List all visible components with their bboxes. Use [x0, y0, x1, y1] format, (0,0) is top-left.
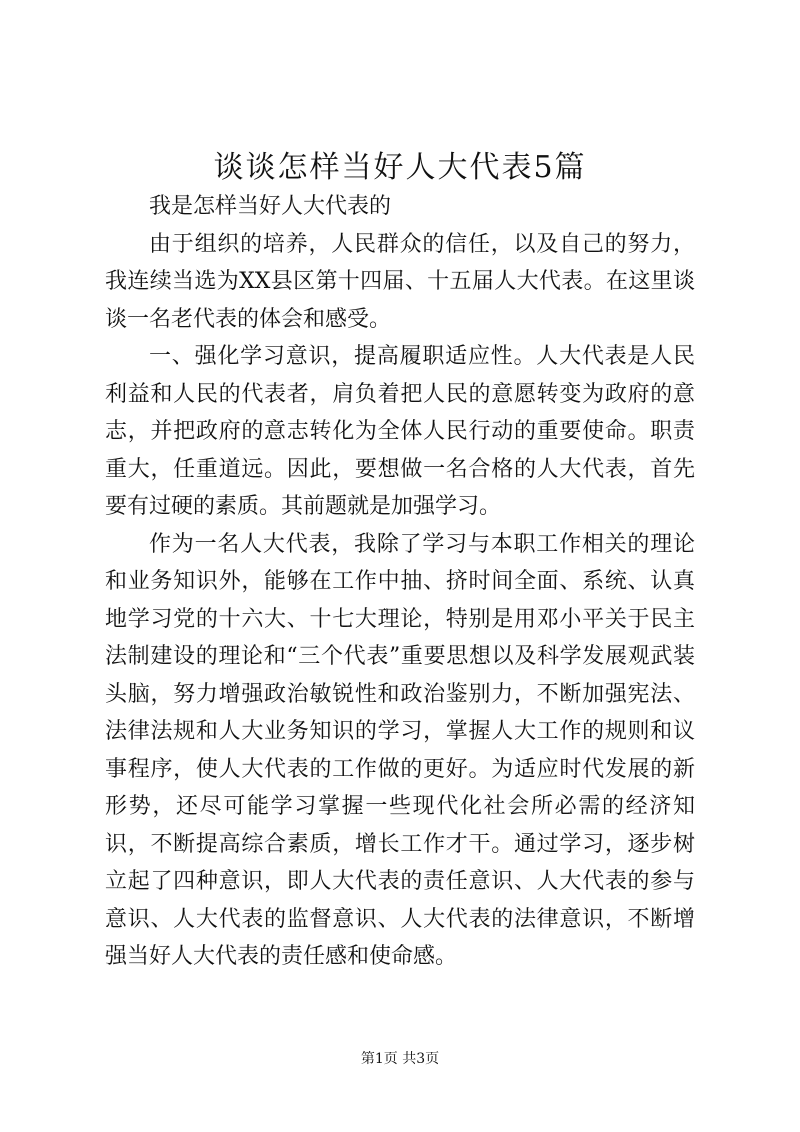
paragraph-section-one: 一、强化学习意识，提高履职适应性。人大代表是人民利益和人民的代表者，肩负着把人民的意愿转变为政府的意志，并把政府的意志转化为全体人民行动的重要使命。职责重大，任重道远。因此，要想做一名合格的人大代表，首先要有过硬的素质。其前题就是加强学习。 — [105, 344, 695, 519]
document-title: 谈谈怎样当好人大代表5篇 — [213, 150, 587, 185]
paragraph-intro: 由于组织的培养，人民群众的信任，以及自己的努力，我连续当选为XX县区第十四届、十五届人大代表。在这里谈谈一名老代表的体会和感受。 — [105, 231, 695, 332]
paragraph-study: 作为一名人大代表，我除了学习与本职工作相关的理论和业务知识外，能够在工作中抽、挤时间全面、系统、认真地学习党的十六大、十七大理论，特别是用邓小平关于民主法制建设的理论和“三个代表”重要思想以及科学发展观武装头脑，努力增强政治敏锐性和政治鉴别力，不断加强宪法、法律法规和人大业务知识的学习，掌握人大工作的规则和议事程序，使人大代表的工作做的更好。为适应时代发展的新形势，还尽可能学习掌握一些现代化社会所必需的经济知识，不断提高综合素质，增长工作才干。通过学习，逐步树立起了四种意识，即人大代表的责任意识、人大代表的参与意识、人大代表的监督意识、人大代表的法律意识，不断增强当好人大代表的责任感和使命感。 — [105, 531, 695, 969]
paragraph-subtitle: 我是怎样当好人大代表的 — [149, 194, 392, 219]
page-footer: 第1页 共3页 — [360, 1051, 440, 1067]
document-body — [105, 188, 695, 976]
